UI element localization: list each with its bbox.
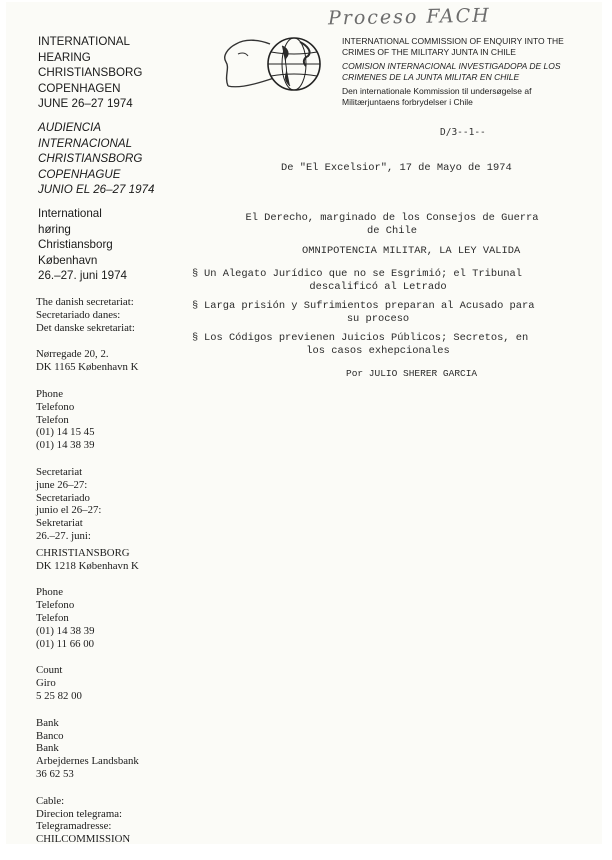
- phone-block: [36, 388, 139, 452]
- article-headline: [242, 212, 542, 238]
- contact-line: Giro: [36, 677, 56, 690]
- contact-line: The danish secretariat:: [36, 296, 134, 308]
- contact-line: Nørregade 20, 2.: [36, 348, 109, 361]
- bullet-line: Un Alegato Jurídico que no se Esgrimió; el Tribunal: [204, 268, 523, 280]
- bank-block: [36, 717, 139, 781]
- handwritten-note: Proceso FACH: [327, 4, 491, 30]
- contact-line: Telefono: [36, 599, 75, 612]
- contact-line: (01) 11 66 00: [36, 637, 95, 650]
- hearing-secretariat-block: [36, 466, 139, 543]
- section-sign-icon: §: [192, 300, 199, 312]
- bullet-item: [192, 300, 552, 325]
- bullet-line: los casos exhepcionales: [306, 344, 450, 357]
- lh-da-2: høring: [38, 222, 71, 236]
- globe-profile-logo-icon: [216, 28, 336, 100]
- contact-line: 5 25 82 00: [36, 689, 82, 702]
- contact-line: Telegramadresse:: [36, 820, 112, 833]
- contact-line: Secretariado danes:: [36, 308, 121, 321]
- lh-en-5: JUNE 26–27 1974: [38, 97, 133, 111]
- contact-line: (01) 14 38 39: [36, 439, 95, 452]
- headline-line: El Derecho, marginado de los Consejos de Guerra: [245, 212, 539, 224]
- contact-line: (01) 14 15 45: [36, 426, 95, 439]
- contact-line: Secretariat: [36, 465, 83, 478]
- phone-block-2: [36, 586, 139, 650]
- contact-line: june 26–27:: [36, 478, 88, 491]
- contact-line: DK 1218 København K: [36, 559, 139, 572]
- address-block: [36, 348, 139, 374]
- article-author: Por JULIO SHERER GARCIA: [346, 368, 478, 379]
- giro-block: [36, 664, 139, 702]
- org-da-2: Militærjuntaens forbrydelser i Chile: [342, 97, 473, 107]
- contact-column: [36, 296, 139, 860]
- lh-es-1: AUDIENCIA: [38, 120, 102, 134]
- contact-line: CHILCOMMISSION: [36, 833, 131, 846]
- contact-line: Cable:: [36, 794, 65, 807]
- contact-line: Banco: [36, 729, 64, 742]
- lh-da-4: København: [38, 253, 98, 267]
- org-da-1: Den internationale Kommission til undersøgelse af: [342, 86, 532, 96]
- contact-line: Phone: [36, 586, 63, 599]
- lh-es-5: JUNIO EL 26–27 1974: [38, 183, 155, 197]
- contact-line: Telefon: [36, 611, 69, 624]
- document-reference: D/3--1--: [440, 127, 486, 138]
- lh-en-3: CHRISTIANSBORG: [38, 66, 143, 80]
- contact-line: 36 62 53: [36, 767, 74, 780]
- organization-header: [342, 36, 564, 108]
- letterhead-left: [38, 34, 154, 284]
- contact-line: Telefono: [36, 400, 75, 413]
- contact-line: Sekretariat: [36, 517, 83, 530]
- bullet-line: su proceso: [346, 312, 410, 325]
- bullet-item: [192, 332, 552, 357]
- section-sign-icon: §: [192, 268, 199, 280]
- org-es-2: CRIMENES DE LA JUNTA MILITAR EN CHILE: [342, 72, 520, 82]
- headline-line: de Chile: [367, 225, 417, 237]
- source-line: De "El Excelsior", 17 de Mayo de 1974: [281, 162, 512, 174]
- org-en-1: INTERNATIONAL COMMISSION OF ENQUIRY INTO THE: [342, 36, 564, 46]
- contact-line: 26.–27. juni:: [36, 529, 91, 542]
- lh-en-1: INTERNATIONAL: [38, 35, 130, 48]
- secretariat-block: [36, 296, 139, 334]
- contact-line: Det danske sekretariat:: [36, 321, 135, 334]
- bullet-item: [192, 268, 552, 293]
- contact-line: junio el 26–27:: [36, 504, 102, 517]
- contact-line: Arbejdernes Landsbank: [36, 755, 139, 768]
- contact-line: Bank: [36, 742, 59, 755]
- lh-da-1: International: [38, 206, 102, 220]
- contact-line: Phone: [36, 387, 63, 400]
- lh-da-3: Christiansborg: [38, 238, 113, 252]
- lh-es-3: CHRISTIANSBORG: [38, 152, 143, 166]
- bullet-line: descalificó al Letrado: [309, 280, 447, 293]
- section-sign-icon: §: [192, 332, 199, 344]
- org-en-2: CRIMES OF THE MILITARY JUNTA IN CHILE: [342, 47, 516, 57]
- org-es-1: COMISION INTERNACIONAL INVESTIGADOPA DE LOS: [342, 61, 561, 71]
- contact-line: Count: [36, 664, 63, 677]
- document-page: [6, 2, 602, 844]
- contact-line: Secretariado: [36, 491, 90, 504]
- christiansborg-block: [36, 547, 139, 573]
- contact-line: Direcion telegrama:: [36, 807, 123, 820]
- contact-line: Bank: [36, 716, 59, 729]
- lh-en-4: COPENHAGEN: [38, 81, 121, 95]
- contact-line: Telefon: [36, 413, 69, 426]
- cable-block: [36, 795, 139, 846]
- bullet-line: Larga prisión y Sufrimientos preparan al Acusado para: [204, 300, 535, 312]
- lh-es-2: INTERNACIONAL: [38, 136, 133, 150]
- contact-line: CHRISTIANSBORG: [36, 546, 130, 559]
- contact-line: DK 1165 København K: [36, 361, 139, 374]
- article-subheadline: OMNIPOTENCIA MILITAR, LA LEY VALIDA: [302, 245, 521, 257]
- contact-line: (01) 14 38 39: [36, 624, 95, 637]
- lh-da-5: 26.–27. juni 1974: [38, 269, 127, 283]
- lh-es-4: COPENHAGUE: [38, 167, 121, 181]
- lh-en-2: HEARING: [38, 50, 91, 64]
- bullet-line: Los Códigos previenen Juicios Públicos; Secretos, en: [204, 332, 529, 344]
